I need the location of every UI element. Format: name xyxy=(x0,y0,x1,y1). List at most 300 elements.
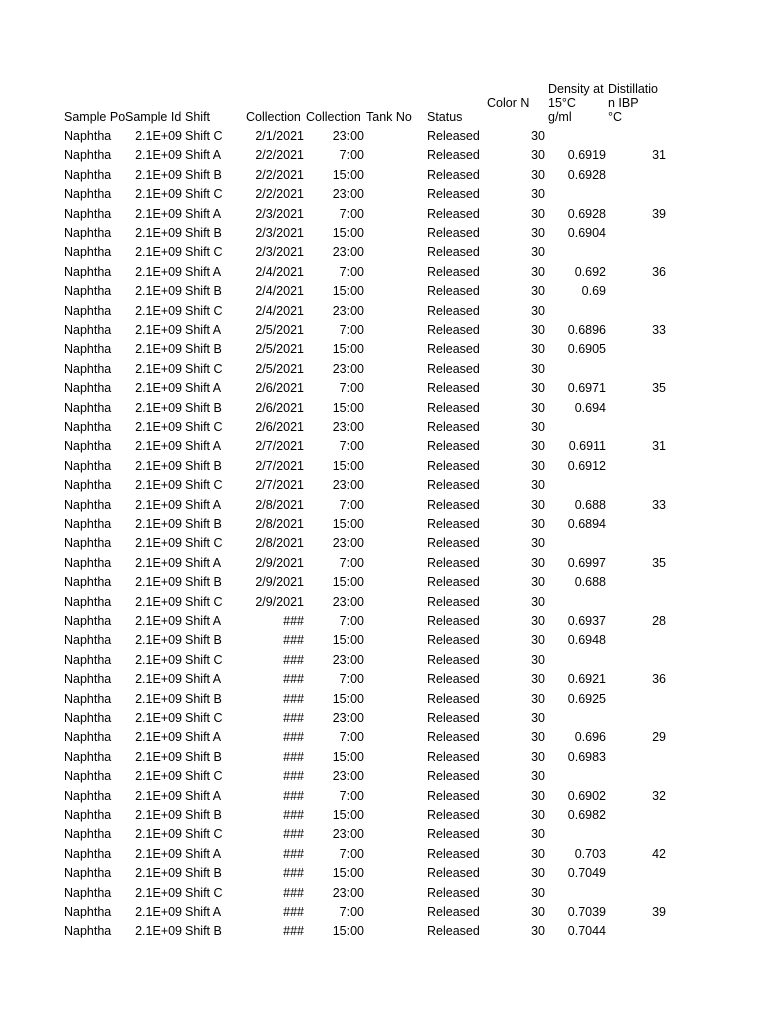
cell-sample-id: 2.1E+09 xyxy=(135,905,182,919)
cell-collection-time: 23:00 xyxy=(332,187,364,202)
cell-collection-time: 7:00 xyxy=(339,381,364,396)
cell-sample-point: Naphtha xyxy=(64,478,112,493)
cell-color: 30 xyxy=(531,652,545,667)
cell-shift: Shift C xyxy=(185,303,223,318)
cell-collection-time: 15:00 xyxy=(332,691,364,706)
cell-density: 0.6896 xyxy=(567,323,606,337)
cell-collection-date: ### xyxy=(283,846,304,861)
cell-shift: Shift B xyxy=(185,458,222,473)
cell-density: 0.696 xyxy=(574,730,606,745)
cell-density: 0.6902 xyxy=(567,788,606,803)
cell-collection-date: ### xyxy=(283,808,304,822)
cell-status: Released xyxy=(427,555,480,570)
header-distillation-line1: Distillatio xyxy=(608,83,659,96)
cell-status: Released xyxy=(427,672,480,687)
cell-density: 0.692 xyxy=(574,264,606,279)
cell-shift: Shift A xyxy=(185,555,222,570)
cell-color: 30 xyxy=(531,323,545,337)
cell-color: 30 xyxy=(531,536,545,551)
cell-collection-date: 2/5/2021 xyxy=(255,342,304,357)
cell-distillation-ibp: 35 xyxy=(652,381,666,396)
cell-sample-id: 2.1E+09 xyxy=(135,439,182,454)
cell-collection-date: ### xyxy=(283,749,304,764)
cell-shift: Shift A xyxy=(185,323,222,337)
cell-distillation-ibp: 39 xyxy=(652,905,666,919)
cell-color: 30 xyxy=(531,478,545,493)
cell-sample-point: Naphtha xyxy=(64,400,112,415)
cell-collection-time: 23:00 xyxy=(332,420,364,434)
header-color: Color N xyxy=(487,97,530,110)
cell-collection-time: 15:00 xyxy=(332,749,364,764)
cell-collection-date: ### xyxy=(283,652,304,667)
cell-collection-time: 23:00 xyxy=(332,245,364,260)
cell-status: Released xyxy=(427,303,480,318)
cell-sample-point: Naphtha xyxy=(64,827,112,842)
cell-color: 30 xyxy=(531,730,545,745)
cell-color: 30 xyxy=(531,885,545,900)
cell-collection-date: 2/9/2021 xyxy=(255,594,304,609)
header-density-line1: Density at xyxy=(548,83,604,96)
cell-density: 0.6921 xyxy=(567,672,606,687)
cell-color: 30 xyxy=(531,788,545,803)
cell-density: 0.694 xyxy=(574,400,606,415)
cell-status: Released xyxy=(427,245,480,260)
header-sample-id: Sample Id xyxy=(125,111,182,124)
cell-density: 0.6997 xyxy=(567,555,606,570)
cell-sample-id: 2.1E+09 xyxy=(135,730,182,745)
cell-color: 30 xyxy=(531,769,545,784)
cell-color: 30 xyxy=(531,284,545,299)
cell-color: 30 xyxy=(531,129,545,143)
cell-sample-point: Naphtha xyxy=(64,730,112,745)
cell-sample-point: Naphtha xyxy=(64,420,112,434)
cell-collection-date: 2/6/2021 xyxy=(255,400,304,415)
cell-sample-point: Naphtha xyxy=(64,749,112,764)
cell-sample-point: Naphtha xyxy=(64,439,112,454)
cell-collection-date: 2/3/2021 xyxy=(255,226,304,240)
cell-collection-time: 7:00 xyxy=(339,439,364,454)
cell-color: 30 xyxy=(531,846,545,861)
cell-collection-date: 2/2/2021 xyxy=(255,167,304,182)
cell-collection-time: 15:00 xyxy=(332,226,364,240)
cell-color: 30 xyxy=(531,633,545,648)
cell-collection-date: ### xyxy=(283,614,304,628)
cell-color: 30 xyxy=(531,691,545,706)
cell-sample-id: 2.1E+09 xyxy=(135,497,182,512)
cell-shift: Shift C xyxy=(185,827,223,842)
cell-collection-time: 15:00 xyxy=(332,167,364,182)
cell-shift: Shift C xyxy=(185,536,223,551)
cell-shift: Shift C xyxy=(185,652,223,667)
cell-sample-id: 2.1E+09 xyxy=(135,555,182,570)
cell-sample-point: Naphtha xyxy=(64,284,112,299)
cell-sample-point: Naphtha xyxy=(64,536,112,551)
cell-status: Released xyxy=(427,167,480,182)
cell-shift: Shift C xyxy=(185,361,223,376)
cell-color: 30 xyxy=(531,187,545,202)
cell-color: 30 xyxy=(531,672,545,687)
cell-status: Released xyxy=(427,711,480,725)
cell-collection-time: 15:00 xyxy=(332,575,364,590)
cell-collection-time: 7:00 xyxy=(339,206,364,221)
cell-sample-point: Naphtha xyxy=(64,614,112,628)
cell-sample-point: Naphtha xyxy=(64,361,112,376)
cell-collection-time: 7:00 xyxy=(339,497,364,512)
cell-density: 0.6928 xyxy=(567,167,606,182)
cell-sample-id: 2.1E+09 xyxy=(135,206,182,221)
cell-collection-time: 23:00 xyxy=(332,478,364,493)
header-density-line2: 15°C xyxy=(548,97,576,110)
cell-color: 30 xyxy=(531,167,545,182)
cell-sample-point: Naphtha xyxy=(64,788,112,803)
cell-status: Released xyxy=(427,342,480,357)
cell-sample-point: Naphtha xyxy=(64,633,112,648)
cell-sample-point: Naphtha xyxy=(64,808,112,822)
cell-collection-time: 7:00 xyxy=(339,264,364,279)
cell-status: Released xyxy=(427,323,480,337)
cell-shift: Shift B xyxy=(185,749,222,764)
cell-sample-id: 2.1E+09 xyxy=(135,400,182,415)
cell-status: Released xyxy=(427,905,480,919)
cell-collection-date: 2/2/2021 xyxy=(255,187,304,202)
cell-shift: Shift B xyxy=(185,167,222,182)
cell-density: 0.6919 xyxy=(567,148,606,163)
cell-distillation-ibp: 32 xyxy=(652,788,666,803)
cell-color: 30 xyxy=(531,148,545,163)
cell-status: Released xyxy=(427,517,480,531)
cell-collection-time: 23:00 xyxy=(332,827,364,842)
cell-status: Released xyxy=(427,206,480,221)
header-shift: Shift xyxy=(185,111,211,124)
cell-status: Released xyxy=(427,264,480,279)
cell-collection-date: ### xyxy=(283,924,304,939)
cell-collection-date: ### xyxy=(283,672,304,687)
cell-sample-id: 2.1E+09 xyxy=(135,478,182,493)
cell-status: Released xyxy=(427,536,480,551)
cell-collection-date: 2/7/2021 xyxy=(255,458,304,473)
cell-shift: Shift A xyxy=(185,497,222,512)
cell-shift: Shift C xyxy=(185,594,223,609)
cell-color: 30 xyxy=(531,420,545,434)
cell-collection-time: 23:00 xyxy=(332,361,364,376)
cell-collection-time: 7:00 xyxy=(339,614,364,628)
cell-distillation-ibp: 29 xyxy=(652,730,666,745)
cell-distillation-ibp: 42 xyxy=(652,846,666,861)
cell-sample-id: 2.1E+09 xyxy=(135,264,182,279)
cell-collection-date: 2/1/2021 xyxy=(255,129,304,143)
cell-collection-time: 7:00 xyxy=(339,148,364,163)
cell-sample-point: Naphtha xyxy=(64,575,112,590)
cell-sample-id: 2.1E+09 xyxy=(135,652,182,667)
cell-collection-time: 7:00 xyxy=(339,905,364,919)
cell-sample-point: Naphtha xyxy=(64,594,112,609)
cell-collection-time: 23:00 xyxy=(332,594,364,609)
cell-status: Released xyxy=(427,614,480,628)
header-tank-no: Tank No xyxy=(366,111,412,124)
cell-collection-time: 7:00 xyxy=(339,730,364,745)
cell-collection-date: 2/7/2021 xyxy=(255,478,304,493)
header-collection-time: Collection xyxy=(306,111,361,124)
cell-sample-id: 2.1E+09 xyxy=(135,303,182,318)
cell-sample-point: Naphtha xyxy=(64,846,112,861)
cell-distillation-ibp: 31 xyxy=(652,148,666,163)
cell-sample-point: Naphtha xyxy=(64,924,112,939)
cell-status: Released xyxy=(427,458,480,473)
cell-sample-point: Naphtha xyxy=(64,672,112,687)
cell-status: Released xyxy=(427,439,480,454)
cell-status: Released xyxy=(427,361,480,376)
cell-density: 0.7039 xyxy=(567,905,606,919)
cell-color: 30 xyxy=(531,264,545,279)
cell-sample-id: 2.1E+09 xyxy=(135,420,182,434)
cell-status: Released xyxy=(427,478,480,493)
cell-collection-time: 15:00 xyxy=(332,808,364,822)
cell-color: 30 xyxy=(531,866,545,881)
cell-shift: Shift B xyxy=(185,284,222,299)
cell-collection-date: 2/2/2021 xyxy=(255,148,304,163)
cell-shift: Shift B xyxy=(185,575,222,590)
cell-sample-point: Naphtha xyxy=(64,691,112,706)
cell-sample-point: Naphtha xyxy=(64,167,112,182)
cell-sample-point: Naphtha xyxy=(64,885,112,900)
cell-density: 0.6905 xyxy=(567,342,606,357)
cell-sample-id: 2.1E+09 xyxy=(135,226,182,240)
cell-sample-point: Naphtha xyxy=(64,517,112,531)
cell-density: 0.6937 xyxy=(567,614,606,628)
cell-collection-date: ### xyxy=(283,885,304,900)
cell-sample-id: 2.1E+09 xyxy=(135,187,182,202)
cell-sample-id: 2.1E+09 xyxy=(135,633,182,648)
cell-collection-date: 2/3/2021 xyxy=(255,206,304,221)
header-distillation-line2: n IBP xyxy=(608,97,639,110)
cell-color: 30 xyxy=(531,400,545,415)
cell-distillation-ibp: 39 xyxy=(652,206,666,221)
cell-shift: Shift A xyxy=(185,264,222,279)
cell-collection-date: ### xyxy=(283,866,304,881)
header-collection-date: Collection xyxy=(246,111,301,124)
cell-color: 30 xyxy=(531,711,545,725)
cell-sample-id: 2.1E+09 xyxy=(135,129,182,143)
header-status: Status xyxy=(427,111,463,124)
cell-density: 0.6983 xyxy=(567,749,606,764)
cell-collection-date: 2/7/2021 xyxy=(255,439,304,454)
cell-collection-date: 2/6/2021 xyxy=(255,381,304,396)
cell-color: 30 xyxy=(531,827,545,842)
cell-shift: Shift A xyxy=(185,206,222,221)
cell-sample-point: Naphtha xyxy=(64,458,112,473)
cell-shift: Shift C xyxy=(185,769,223,784)
cell-distillation-ibp: 33 xyxy=(652,323,666,337)
cell-status: Released xyxy=(427,730,480,745)
cell-status: Released xyxy=(427,885,480,900)
cell-status: Released xyxy=(427,827,480,842)
cell-color: 30 xyxy=(531,439,545,454)
cell-sample-id: 2.1E+09 xyxy=(135,788,182,803)
cell-shift: Shift C xyxy=(185,420,223,434)
cell-collection-time: 15:00 xyxy=(332,924,364,939)
cell-shift: Shift A xyxy=(185,846,222,861)
cell-collection-time: 23:00 xyxy=(332,711,364,725)
cell-status: Released xyxy=(427,226,480,240)
cell-density: 0.6925 xyxy=(567,691,606,706)
cell-shift: Shift C xyxy=(185,245,223,260)
cell-shift: Shift B xyxy=(185,226,222,240)
cell-status: Released xyxy=(427,633,480,648)
cell-distillation-ibp: 31 xyxy=(652,439,666,454)
cell-status: Released xyxy=(427,788,480,803)
cell-sample-id: 2.1E+09 xyxy=(135,866,182,881)
cell-sample-point: Naphtha xyxy=(64,381,112,396)
cell-shift: Shift A xyxy=(185,788,222,803)
cell-sample-id: 2.1E+09 xyxy=(135,827,182,842)
cell-shift: Shift B xyxy=(185,633,222,648)
cell-sample-point: Naphtha xyxy=(64,497,112,512)
cell-sample-id: 2.1E+09 xyxy=(135,749,182,764)
cell-color: 30 xyxy=(531,303,545,318)
cell-status: Released xyxy=(427,866,480,881)
cell-density: 0.6912 xyxy=(567,458,606,473)
cell-shift: Shift A xyxy=(185,148,222,163)
cell-shift: Shift B xyxy=(185,924,222,939)
cell-distillation-ibp: 28 xyxy=(652,614,666,628)
cell-collection-date: ### xyxy=(283,827,304,842)
cell-collection-date: 2/4/2021 xyxy=(255,303,304,318)
cell-collection-time: 15:00 xyxy=(332,458,364,473)
cell-sample-point: Naphtha xyxy=(64,226,112,240)
cell-collection-date: ### xyxy=(283,905,304,919)
cell-sample-id: 2.1E+09 xyxy=(135,691,182,706)
cell-sample-point: Naphtha xyxy=(64,905,112,919)
cell-sample-point: Naphtha xyxy=(64,303,112,318)
cell-sample-id: 2.1E+09 xyxy=(135,323,182,337)
cell-sample-point: Naphtha xyxy=(64,264,112,279)
cell-sample-point: Naphtha xyxy=(64,245,112,260)
cell-color: 30 xyxy=(531,497,545,512)
cell-sample-id: 2.1E+09 xyxy=(135,924,182,939)
cell-collection-time: 15:00 xyxy=(332,633,364,648)
cell-density: 0.6971 xyxy=(567,381,606,396)
cell-color: 30 xyxy=(531,924,545,939)
cell-collection-date: ### xyxy=(283,730,304,745)
cell-shift: Shift A xyxy=(185,730,222,745)
cell-collection-date: 2/5/2021 xyxy=(255,323,304,337)
cell-sample-id: 2.1E+09 xyxy=(135,672,182,687)
cell-status: Released xyxy=(427,691,480,706)
cell-collection-date: 2/9/2021 xyxy=(255,555,304,570)
cell-sample-id: 2.1E+09 xyxy=(135,536,182,551)
cell-color: 30 xyxy=(531,458,545,473)
cell-color: 30 xyxy=(531,555,545,570)
cell-sample-point: Naphtha xyxy=(64,323,112,337)
cell-sample-point: Naphtha xyxy=(64,342,112,357)
cell-color: 30 xyxy=(531,517,545,531)
cell-collection-date: ### xyxy=(283,691,304,706)
cell-color: 30 xyxy=(531,808,545,822)
cell-sample-id: 2.1E+09 xyxy=(135,342,182,357)
cell-color: 30 xyxy=(531,905,545,919)
cell-sample-id: 2.1E+09 xyxy=(135,808,182,822)
cell-density: 0.6948 xyxy=(567,633,606,648)
cell-sample-point: Naphtha xyxy=(64,555,112,570)
cell-sample-point: Naphtha xyxy=(64,711,112,725)
cell-collection-time: 23:00 xyxy=(332,536,364,551)
cell-density: 0.703 xyxy=(574,846,606,861)
cell-status: Released xyxy=(427,129,480,143)
cell-status: Released xyxy=(427,497,480,512)
cell-shift: Shift B xyxy=(185,400,222,415)
cell-collection-time: 7:00 xyxy=(339,323,364,337)
cell-collection-time: 23:00 xyxy=(332,652,364,667)
cell-collection-time: 23:00 xyxy=(332,885,364,900)
cell-collection-date: ### xyxy=(283,633,304,648)
cell-sample-id: 2.1E+09 xyxy=(135,167,182,182)
cell-status: Released xyxy=(427,381,480,396)
cell-collection-date: 2/8/2021 xyxy=(255,497,304,512)
cell-status: Released xyxy=(427,749,480,764)
cell-color: 30 xyxy=(531,594,545,609)
cell-color: 30 xyxy=(531,614,545,628)
cell-status: Released xyxy=(427,808,480,822)
cell-status: Released xyxy=(427,284,480,299)
cell-sample-point: Naphtha xyxy=(64,206,112,221)
cell-density: 0.688 xyxy=(574,575,606,590)
cell-collection-time: 15:00 xyxy=(332,342,364,357)
cell-shift: Shift C xyxy=(185,711,223,725)
cell-sample-id: 2.1E+09 xyxy=(135,711,182,725)
cell-density: 0.6928 xyxy=(567,206,606,221)
cell-density: 0.7049 xyxy=(567,866,606,881)
cell-shift: Shift A xyxy=(185,381,222,396)
cell-density: 0.6904 xyxy=(567,226,606,240)
cell-collection-date: 2/5/2021 xyxy=(255,361,304,376)
cell-collection-time: 7:00 xyxy=(339,788,364,803)
cell-sample-id: 2.1E+09 xyxy=(135,245,182,260)
cell-shift: Shift A xyxy=(185,439,222,454)
cell-collection-time: 15:00 xyxy=(332,400,364,415)
cell-status: Released xyxy=(427,400,480,415)
cell-color: 30 xyxy=(531,361,545,376)
cell-collection-date: ### xyxy=(283,769,304,784)
cell-shift: Shift A xyxy=(185,672,222,687)
cell-sample-point: Naphtha xyxy=(64,129,112,143)
cell-collection-date: 2/9/2021 xyxy=(255,575,304,590)
cell-collection-date: ### xyxy=(283,711,304,725)
cell-collection-date: 2/6/2021 xyxy=(255,420,304,434)
cell-collection-date: ### xyxy=(283,788,304,803)
cell-sample-id: 2.1E+09 xyxy=(135,381,182,396)
cell-sample-id: 2.1E+09 xyxy=(135,594,182,609)
cell-collection-time: 7:00 xyxy=(339,672,364,687)
cell-sample-point: Naphtha xyxy=(64,652,112,667)
cell-density: 0.6911 xyxy=(568,439,606,454)
cell-density: 0.6894 xyxy=(567,517,606,531)
cell-collection-time: 23:00 xyxy=(332,129,364,143)
cell-color: 30 xyxy=(531,575,545,590)
cell-density: 0.7044 xyxy=(567,924,606,939)
cell-distillation-ibp: 33 xyxy=(652,497,666,512)
cell-distillation-ibp: 36 xyxy=(652,672,666,687)
cell-sample-id: 2.1E+09 xyxy=(135,517,182,531)
cell-collection-date: 2/4/2021 xyxy=(255,284,304,299)
cell-status: Released xyxy=(427,846,480,861)
cell-sample-id: 2.1E+09 xyxy=(135,458,182,473)
cell-sample-point: Naphtha xyxy=(64,866,112,881)
cell-shift: Shift C xyxy=(185,129,223,143)
cell-sample-id: 2.1E+09 xyxy=(135,769,182,784)
cell-collection-date: 2/3/2021 xyxy=(255,245,304,260)
cell-sample-id: 2.1E+09 xyxy=(135,361,182,376)
cell-distillation-ibp: 35 xyxy=(652,555,666,570)
